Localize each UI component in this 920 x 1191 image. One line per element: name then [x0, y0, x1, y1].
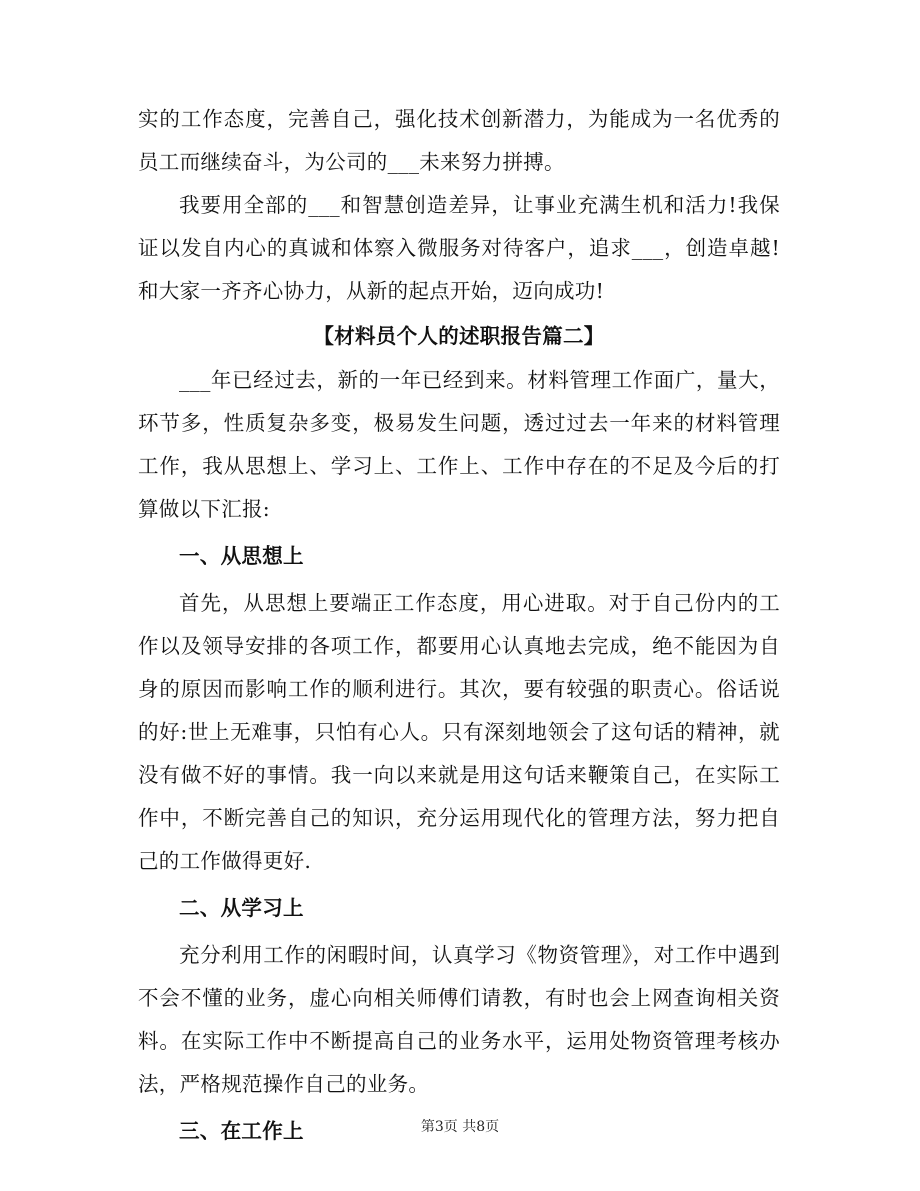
paragraph-continuation: 实的工作态度，完善自己，强化技术创新潜力，为能成为一名优秀的员工而继续奋斗，为公司的___未来努力拼搏。 [138, 107, 780, 174]
paragraph-thought: 首先，从思想上要端正工作态度，用心进取。对于自己份内的工作以及领导安排的各项工作，都要用心认真地去完成，绝不能因为自身的原因而影响工作的顺利进行。其次，要有较强的职责心。俗话说的好:世上无难事，只怕有心人。只有深刻地领会了这句话的精神，就没有做不好的事情。我一向以来就是用这句话来鞭策自己，在实际工作中，不断完善自己的知识，充分运用现代化的管理方法，努力把自己的工作做得更好. [138, 591, 780, 873]
heading-work: 三、在工作上 [179, 1119, 304, 1143]
section-title: 【材料员个人的述职报告篇二】 [313, 324, 605, 348]
paragraph-study: 充分利用工作的闲暇时间，认真学习《物资管理》，对工作中遇到不会不懂的业务，虚心向相关师傅们请教，有时也会上网查询相关资料。在实际工作中不断提高自己的业务水平，运用处物资管理考核办法，严格规范操作自己的业务。 [138, 943, 780, 1096]
paragraph-commitment: 我要用全部的___和智慧创造差异，让事业充满生机和活力!我保证以发自内心的真诚和体察入微服务对待客户，追求___，创造卓越!和大家一齐齐心协力，从新的起点开始，迈向成功! [138, 193, 780, 303]
document-body [138, 98, 780, 1157]
page-number: 第3页 共8页 [420, 1119, 500, 1135]
paragraph-intro: ___年已经过去，新的一年已经到来。材料管理工作面广，量大，环节多，性质复杂多变，极易发生问题，透过过去一年来的材料管理工作，我从思想上、学习上、工作上、工作中存在的不足及今后的打算做以下汇报: [138, 368, 780, 521]
heading-thought: 一、从思想上 [179, 544, 304, 568]
heading-study: 二、从学习上 [179, 896, 304, 920]
